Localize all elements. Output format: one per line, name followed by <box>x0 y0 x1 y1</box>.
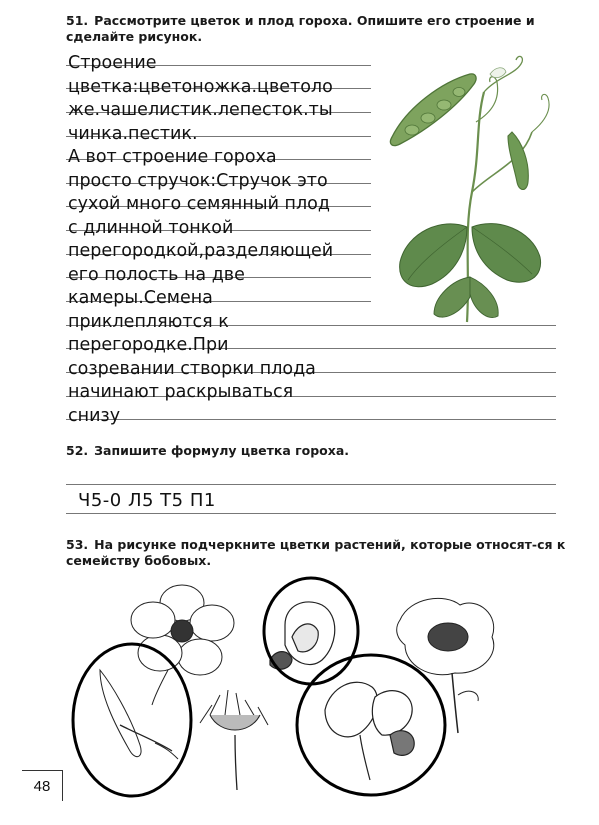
answer-line: перегородкой,разделяющей <box>68 241 334 261</box>
answer-line: же.чашелистик.лепесток.ты <box>68 100 333 120</box>
answer-line: перегородке.При <box>68 335 229 355</box>
task-52-title: Запишите формулу цветка гороха. <box>94 443 350 458</box>
answer-line: созревании створки плода <box>68 358 316 379</box>
answer-line: А вот строение гороха <box>68 147 277 167</box>
answer-line: приклепляются к <box>68 311 229 332</box>
flower-formula: Ч5-0 Л5 Т5 П1 <box>78 490 216 511</box>
task-52-number: 52. <box>66 443 89 458</box>
answer-line: камеры.Семена <box>68 288 213 308</box>
answer-line: начинают раскрываться <box>68 382 294 402</box>
answer-line: с длинной тонкой <box>68 217 234 238</box>
task-53-title: На рисунке подчеркните цветки растений, которые относят-ся к семейству бобовых. <box>66 537 566 568</box>
task-51-title: Рассмотрите цветок и плод гороха. Опишите его строение и сделайте рисунок. <box>66 13 535 44</box>
task-51-number: 51. <box>66 13 89 28</box>
answer-line: его полость на две <box>68 264 245 285</box>
answer-line: чинка.пестик. <box>68 123 198 144</box>
answer-line: Строение <box>68 53 157 73</box>
answer-line: сухой много семянный плод <box>68 194 330 214</box>
page-number: 48 <box>22 770 63 801</box>
answer-line: снизу <box>68 405 121 426</box>
answer-line: просто стручок:Стручок это <box>68 170 328 191</box>
answer-line: цветка:цветоножка.цветоло <box>68 76 333 97</box>
task-53-number: 53. <box>66 537 89 552</box>
